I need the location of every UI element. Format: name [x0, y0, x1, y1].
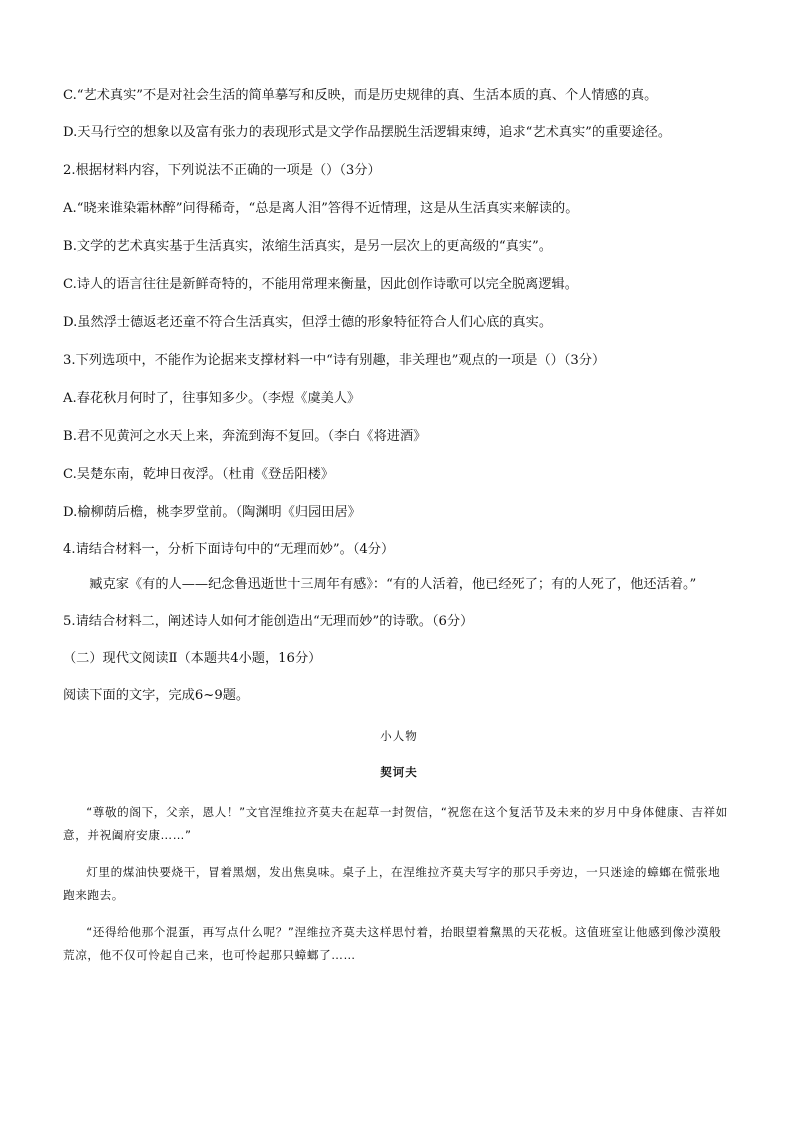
question-4: 4.请结合材料一，分析下面诗句中的“无理而妙”。（4分）	[63, 542, 395, 557]
question-3-option-a: A.春花秋月何时了，往事知多少。（李煜《虞美人》	[63, 391, 361, 406]
question-2-option-b: B.文学的艺术真实基于生活真实，浓缩生活真实，是另一层次上的更高级的“真实”。	[63, 239, 552, 254]
question-2-option-c: C.诗人的语言往往是新鲜奇特的，不能用常理来衡量，因此创作诗歌可以完全脱离逻辑。	[63, 277, 578, 292]
story-paragraph-1: “尊敬的阁下，父亲，恩人！”文官涅维拉齐莫夫在起草一封贺信，“祝您在这个复活节及未来的岁月中身体健康、吉祥如意，并祝阖府安康……”	[63, 805, 728, 842]
question-3: 3.下列选项中，不能作为论据来支撑材料一中“诗有别趣，非关理也”观点的一项是（）（3分）	[63, 353, 606, 368]
question-2-option-d: D.虽然浮士德返老还童不符合生活真实，但浮士德的形象特征符合人们心底的真实。	[63, 315, 553, 330]
option-c-text: C.“艺术真实”不是对社会生活的简单摹写和反映，而是历史规律的真、生活本质的真、个人情感的真。	[63, 88, 658, 103]
question-3-option-d: D.榆柳荫后檐，桃李罗堂前。（陶渊明《归园田居》	[63, 505, 361, 520]
question-3-option-b: B.君不见黄河之水天上来，奔流到海不复回。（李白《将进酒》	[63, 429, 427, 444]
question-2: 2.根据材料内容，下列说法不正确的一项是（）（3分）	[63, 163, 381, 178]
question-2-option-a: A.“晓来谁染霜林醉”问得稀奇，“总是离人泪”答得不近情理，这是从生活真实来解读的。	[63, 201, 579, 216]
question-3-option-c: C.吴楚东南，乾坤日夜浮。（杜甫《登岳阳楼》	[63, 467, 334, 482]
document-page	[63, 86, 735, 967]
story-paragraph-3: “还得给他那个混蛋，再写点什么呢？”涅维拉齐莫夫这样思忖着，抬眼望着黧黑的天花板。这值班室让他感到像沙漠般荒凉，他不仅可怜起自己来，也可怜起那只蟑螂了……	[63, 925, 722, 962]
story-paragraph-2: 灯里的煤油快要烧干，冒着黑烟，发出焦臭味。桌子上，在涅维拉齐莫夫写字的那只手旁边，一只迷途的蟑螂在慌张地跑来跑去。	[63, 865, 721, 902]
option-d-text: D.天马行空的想象以及富有张力的表现形式是文学作品摆脱生活逻辑束缚，追求“艺术真实”的重要途径。	[63, 125, 672, 140]
reading-instruction: 阅读下面的文字，完成6~9题。	[63, 688, 250, 703]
question-5: 5.请结合材料二，阐述诗人如何才能创造出“无理而妙”的诗歌。（6分）	[63, 614, 474, 629]
story-title: 小人物	[380, 729, 418, 743]
question-4-quote: 臧克家《有的人——纪念鲁迅逝世十三周年有感》：“有的人活着，他已经死了；有的人死了，他还活着。”	[89, 577, 697, 592]
section-heading: （二）现代文阅读Ⅱ（本题共4小题，16分）	[63, 651, 322, 666]
story-author: 契诃夫	[380, 765, 418, 779]
